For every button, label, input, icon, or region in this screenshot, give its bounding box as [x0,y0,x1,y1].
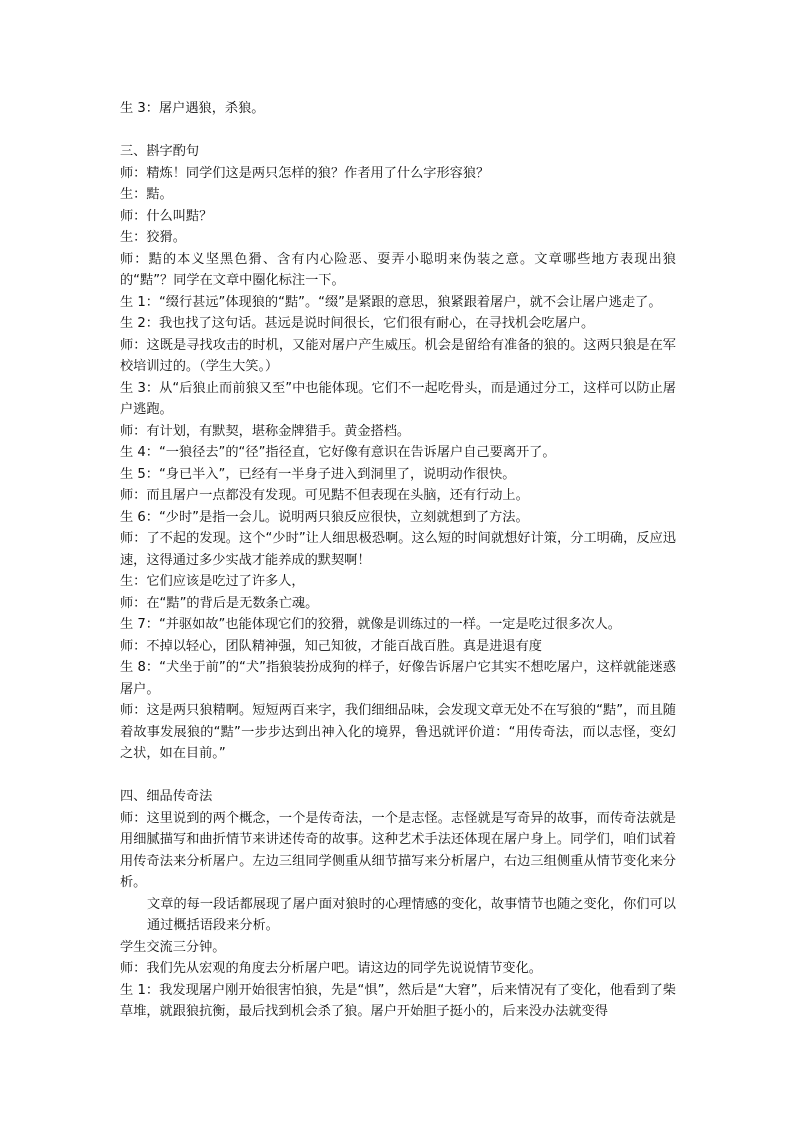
dialogue-line: 生：狡猾。 [120,230,186,245]
dialogue-line: 师：有计划，有默契，堪称金牌猎手。黄金搭档。 [120,423,411,439]
blank-line [120,120,676,142]
section-heading: 四、细品传奇法 [120,789,213,804]
document-page [120,98,676,1023]
dialogue-line: 生 8：“犬坐于前”的“犬”指狼装扮成狗的样子，好像告诉屠户它其实不想吃屠户，这样就能迷惑屠户。 [120,660,676,697]
dialogue-line: 师：而且屠户一点都没有发现。可见黠不但表现在头脑，还有行动上。 [120,488,529,503]
section-heading: 三、斟字酌句 [120,144,200,159]
dialogue-line: 师：这是两只狼精啊。短短两百来字，我们细细品味，会发现文章无处不在写狼的“黠”，而且随着故事发展狼的“黠”一步步达到出神入化的境界，鲁迅就评价道：“用传奇法，而以志怪，变幻之状，如在目前。” [120,703,676,761]
dialogue-line: 学生交流三分钟。 [120,939,226,955]
dialogue-line: 生 1：“缀行甚远”体现狼的“黠”。“缀”是紧跟的意思，狼紧跟着屠户，就不会让屠户逃走了。 [120,294,662,310]
dialogue-line: 生 6：“少时”是指一会儿。说明两只狼反应很快，立刻就想到了方法。 [120,509,529,525]
dialogue-line: 生 5：“身已半入”，已经有一半身子进入到洞里了，说明动作很快。 [120,466,516,482]
dialogue-line: 师：了不起的发现。这个“少时”让人细思极恐啊。这么短的时间就想好计策，分工明确，反应迅速，这得通过多少实战才能养成的默契啊！ [120,531,676,568]
dialogue-line: 师：我们先从宏观的角度去分析屠户吧。请这边的同学先说说情节变化。 [120,961,542,976]
dialogue-line: 生 1：我发现屠户刚开始很害怕狼，先是“惧”，然后是“大窘”，后来情况有了变化，他看到了柴草堆，就跟狼抗衡，最后找到机会杀了狼。屠户开始胆子挺小的，后来没办法就变得 [120,982,676,1019]
dialogue-line: 师：黠的本义坚黑色猾、含有内心险恶、耍弄小聪明来伪装之意。文章哪些地方表现出狼的“黠”？同学在文章中圈化标注一下。 [120,251,676,288]
dialogue-line: 生 7：“并驱如故”也能体现它们的狡猾，就像是训练过的一样。一定是吃过很多次人。 [120,617,621,632]
blank-line [120,765,676,787]
dialogue-line: 师：这既是寻找攻击的时机，又能对屠户产生威压。机会是留给有准备的狼的。这两只狼是在军校培训过的。（学生大笑。） [120,337,676,374]
dialogue-line: 师：这里说到的两个概念，一个是传奇法，一个是志怪。志怪就是写奇异的故事，而传奇法就是用细腻描写和曲折情节来讲述传奇的故事。这种艺术手法还体现在屠户身上。同学们，咱们试着用传奇法来分析屠户。左边三组同学侧重从细节描写来分析屠户，右边三组侧重从情节变化来分析。 [120,810,676,890]
dialogue-line: 师：精炼！同学们这是两只怎样的狼？作者用了什么字形容狼？ [120,165,490,181]
dialogue-line: 生 3：屠户遇狼，杀狼。 [120,101,265,116]
dialogue-line: 生：它们应该是吃过了许多人， [120,574,305,589]
indented-paragraph: 文章的每一段话都展现了屠户面对狼时的心理情感的变化，故事情节也随之变化，你们可以通过概括语段来分析。 [147,896,676,933]
dialogue-line: 师：在“黠”的背后是无数条亡魂。 [120,595,319,611]
dialogue-line: 师：不掉以轻心，团队精神强，知己知彼，才能百战百胜。真是进退有度 [120,638,542,654]
dialogue-line: 师：什么叫黠？ [120,208,213,224]
dialogue-line: 生 3：从“后狼止而前狼又至”中也能体现。它们不一起吃骨头，而是通过分工，这样可以防止屠户逃跑。 [120,380,676,417]
dialogue-line: 生 4：“一狼径去”的“径”指径直，它好像有意识在告诉屠户自己要离开了。 [120,445,556,460]
dialogue-line: 生 2：我也找了这句话。甚远是说时间很长，它们很有耐心，在寻找机会吃屠户。 [120,316,595,331]
dialogue-line: 生：黠。 [120,187,173,202]
